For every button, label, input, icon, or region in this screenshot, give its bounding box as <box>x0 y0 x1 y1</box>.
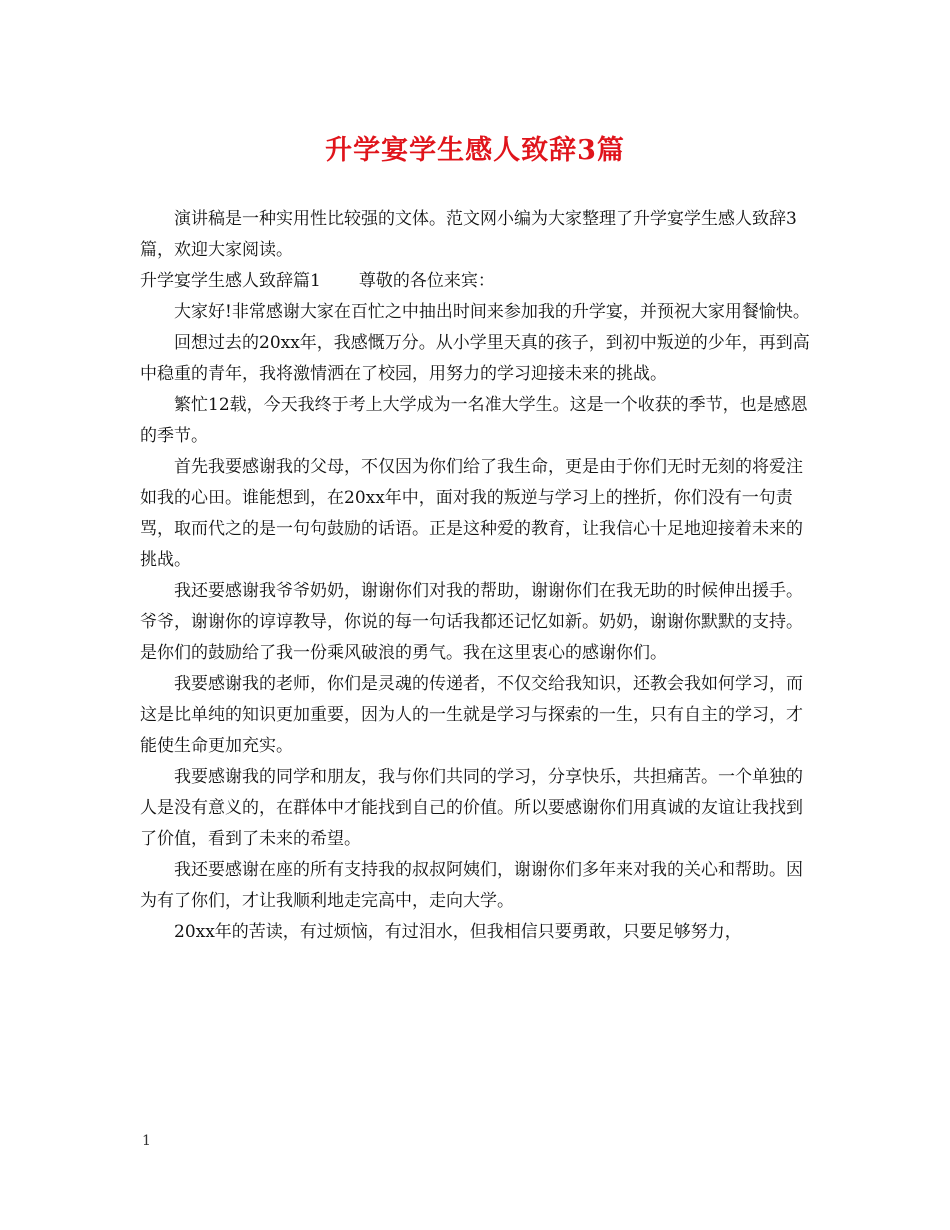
body-paragraph: 我要感谢我的同学和朋友，我与你们共同的学习，分享快乐，共担痛苦。一个单独的人是没有意义的，在群体中才能找到自己的价值。所以要感谢你们用真诚的友谊让我找到了价值，看到了未来的希望。 <box>140 767 803 849</box>
section-heading-line <box>140 266 810 297</box>
body-paragraph: 我要感谢我的老师，你们是灵魂的传递者，不仅交给我知识，还教会我如何学习，而这是比单纯的知识更加重要，因为人的一生就是学习与探索的一生，只有自主的学习，才能使生命更加充实。 <box>140 674 803 756</box>
body-paragraph: 我还要感谢在座的所有支持我的叔叔阿姨们，谢谢你们多年来对我的关心和帮助。因为有了你们，才让我顺利地走完高中，走向大学。 <box>140 860 803 911</box>
body-paragraph: 大家好!非常感谢大家在百忙之中抽出时间来参加我的升学宴，并预祝大家用餐愉快。 <box>174 302 810 322</box>
document-body <box>140 204 810 948</box>
salutation: 尊敬的各位来宾： <box>358 271 495 291</box>
body-paragraph: 我还要感谢我爷爷奶奶，谢谢你们对我的帮助，谢谢你们在我无助的时候伸出援手。爷爷，谢谢你的谆谆教导，你说的每一句话我都还记忆如新。奶奶，谢谢你默默的支持。是你们的鼓励给了我一份乘风破浪的勇气。我在这里衷心的感谢你们。 <box>140 581 803 663</box>
page-number: 1 <box>142 1133 151 1149</box>
body-paragraph: 20xx年的苦读，有过烦恼，有过泪水，但我相信只要勇敢，只要足够努力， <box>174 922 742 942</box>
body-paragraph: 繁忙12载，今天我终于考上大学成为一名准大学生。这是一个收获的季节，也是感恩的季节。 <box>140 395 808 446</box>
document-title: 升学宴学生感人致辞3篇 <box>325 135 625 166</box>
body-paragraph: 回想过去的20xx年，我感慨万分。从小学里天真的孩子，到初中叛逆的少年，再到高中稳重的青年，我将激情洒在了校园，用努力的学习迎接未来的挑战。 <box>140 333 810 384</box>
section-heading: 升学宴学生感人致辞篇1 <box>140 271 321 291</box>
intro-paragraph: 演讲稿是一种实用性比较强的文体。范文网小编为大家整理了升学宴学生感人致辞3篇，欢迎大家阅读。 <box>140 209 797 260</box>
body-paragraph: 首先我要感谢我的父母，不仅因为你们给了我生命，更是由于你们无时无刻的将爱注如我的心田。谁能想到，在20xx年中，面对我的叛逆与学习上的挫折，你们没有一句责骂，取而代之的是一句句鼓励的话语。正是这种爱的教育，让我信心十足地迎接着未来的挑战。 <box>140 457 803 570</box>
